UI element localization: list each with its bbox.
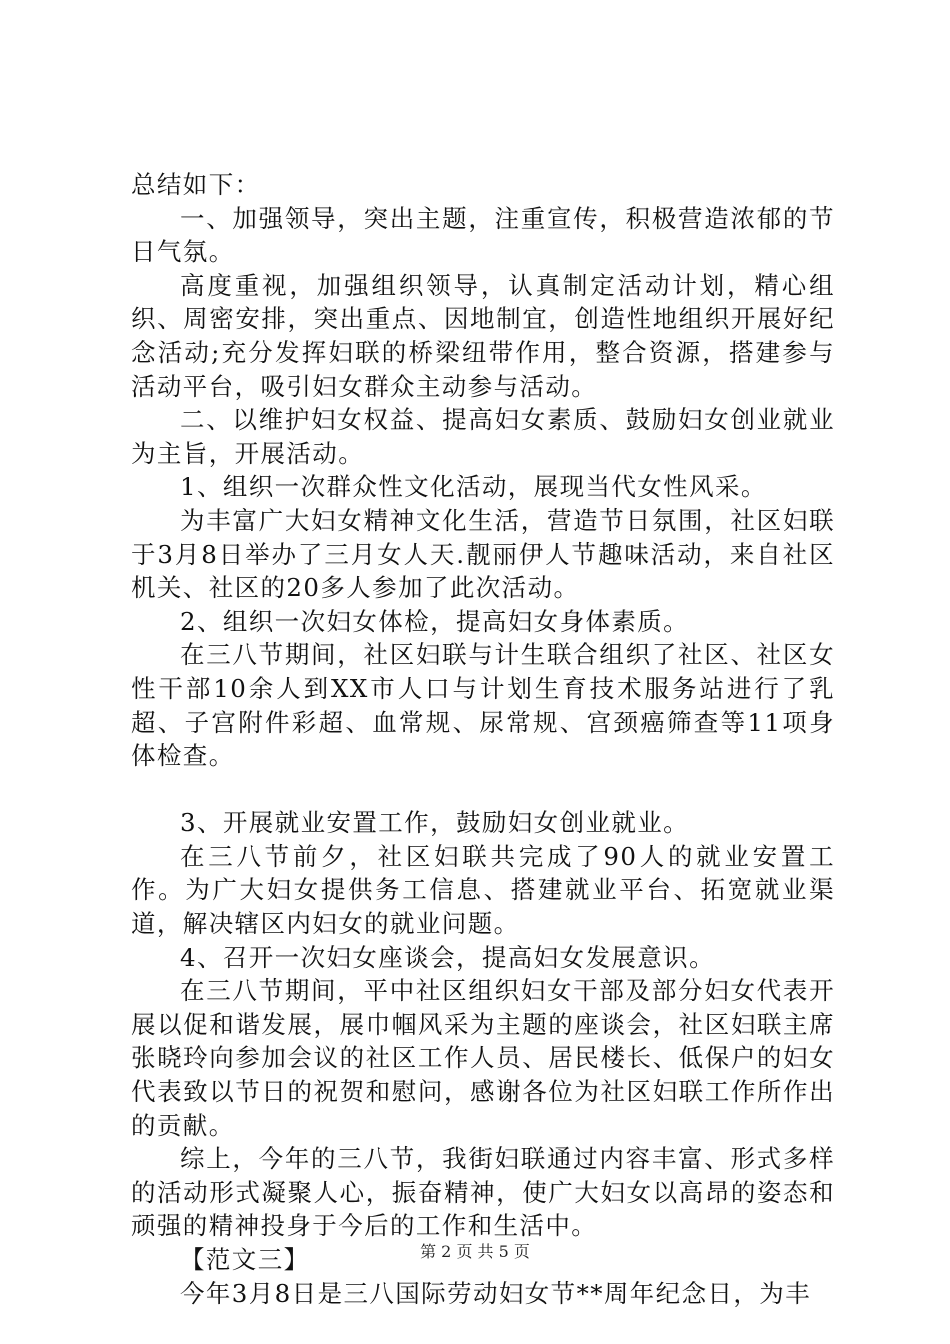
paragraph-item-4: 4、召开一次妇女座谈会，提高妇女发展意识。 <box>180 942 715 972</box>
paragraph-heading-2: 二、以维护妇女权益、提高妇女素质、鼓励妇女创业就业为主旨，开展活动。 <box>131 405 835 468</box>
paragraph-body: 在三八节期间，平中社区组织妇女干部及部分妇女代表开展以促和谐发展，展巾帼风采为主题的座谈会，社区妇联主席张晓玲向参加会议的社区工作人员、居民楼长、低保户的妇女代表致以节日的祝贺和慰问，感谢各位为社区妇联工作所作出的贡献。 <box>131 976 835 1140</box>
paragraph-body: 为丰富广大妇女精神文化生活，营造节日氛围，社区妇联于3月8日举办了三月女人天.靓丽伊人节趣味活动，来自社区机关、社区的20多人参加了此次活动。 <box>131 505 835 603</box>
paragraph-summary-intro: 总结如下： <box>131 170 261 199</box>
paragraph-item-3: 3、开展就业安置工作，鼓励妇女创业就业。 <box>180 808 690 838</box>
document-body <box>131 168 835 1310</box>
paragraph-body: 在三八节前夕，社区妇联共完成了90人的就业安置工作。为广大妇女提供务工信息、搭建就业平台、拓宽就业渠道，解决辖区内妇女的就业问题。 <box>131 841 835 939</box>
paragraph-conclusion: 综上，今年的三八节，我街妇联通过内容丰富、形式多样的活动形式凝聚人心，振奋精神，使广大妇女以高昂的姿态和顽强的精神投身于今后的工作和生活中。 <box>131 1144 835 1241</box>
paragraph-body: 高度重视，加强组织领导，认真制定活动计划，精心组织、周密安排，突出重点、因地制宜，创造性地组织开展好纪念活动;充分发挥妇联的桥梁纽带作用，整合资源，搭建参与活动平台，吸引妇女群众主动参与活动。 <box>131 270 835 401</box>
paragraph-body: 今年3月8日是三八国际劳动妇女节**周年纪念日，为丰 <box>180 1278 812 1308</box>
paragraph-heading-1: 一、加强领导，突出主题，注重宣传，积极营造浓郁的节日气氛。 <box>131 203 835 267</box>
section-heading-sample-3: 【范文三】 <box>180 1245 310 1274</box>
paragraph-body: 在三八节期间，社区妇联与计生联合组织了社区、社区女性干部10余人到XX市人口与计划生育技术服务站进行了乳超、子宫附件彩超、血常规、尿常规、宫颈癌筛查等11项身体检查。 <box>131 640 835 771</box>
page-number-label: 第 2 页 共 5 页 <box>420 1242 530 1261</box>
page-footer <box>0 1242 950 1262</box>
paragraph-item-1: 1、组织一次群众性文化活动，展现当代女性风采。 <box>180 472 767 502</box>
paragraph-item-2: 2、组织一次妇女体检，提高妇女身体素质。 <box>180 606 690 636</box>
